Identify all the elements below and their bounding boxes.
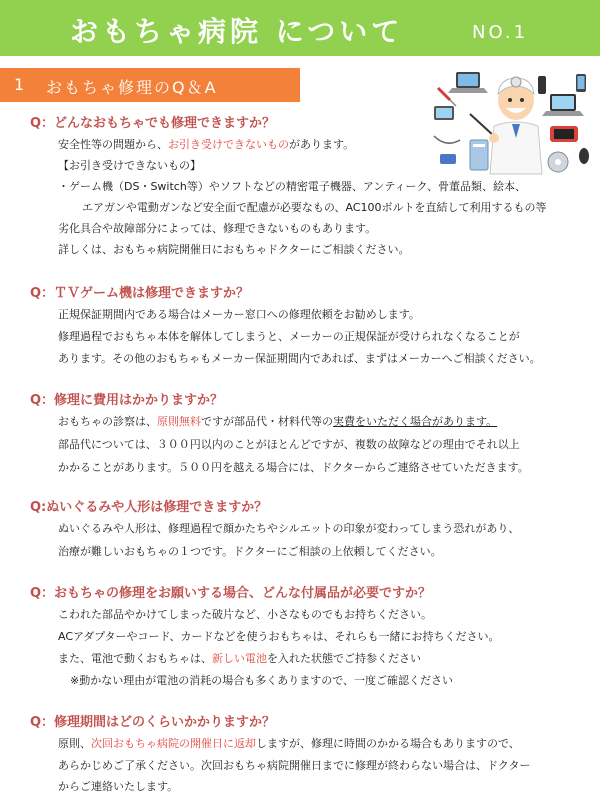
question-5: Q：おもちゃの修理をお願いする場合、どんな付属品が必要ですか？ [30, 586, 432, 601]
section-number: 1 [14, 75, 25, 94]
answer-6-line-3: からご連絡いたします。 [58, 780, 179, 793]
answer-6-line-2: あらかじめご了承ください。次回おもちゃ病院開催日までに修理が終わらない場合は、ドクター [58, 759, 531, 772]
answer-5-line-3: また、電池で動くおもちゃは、新しい電池を入れた状態でご持参ください [58, 652, 421, 665]
question-4: Q:ぬいぐるみや人形は修理できますか？ [30, 500, 268, 515]
section-title: おもちゃ修理のQ＆A [46, 78, 218, 97]
question-2: Q：ＴＶゲーム機は修理できますか？ [30, 286, 250, 301]
question-6: Q：修理期間はどのくらいかかりますか？ [30, 715, 276, 730]
section-header [0, 68, 300, 102]
answer-2-line-1: 正規保証期間内である場合はメーカー窓口への修理依頼をお勧めします。 [58, 308, 420, 321]
page-title: おもちゃ病院 について [70, 15, 404, 48]
answer-1-line-5: 劣化具合や故障部分によっては、修理できないものもあります。 [58, 222, 377, 235]
answer-6-line-1: 原則、次回おもちゃ病院の開催日に返却しますが、修理に時間のかかる場合もありますので、 [58, 737, 520, 750]
answer-1-line-6: 詳しくは、おもちゃ病院開催日におもちゃドクターにご相談ください。 [58, 243, 410, 256]
answer-3-line-3: かかることがあります。５００円を越える場合には、ドクターからご連絡させていただきます。 [58, 461, 529, 474]
answer-5-line-4: ※動かない理由が電池の消耗の場合も多くありますので、一度ご確認ください [70, 674, 453, 687]
answer-2-line-3: あります。その他のおもちゃもメーカー保証期間内であれば、まずはメーカーへご相談ください。 [58, 352, 541, 365]
question-3: Q：修理に費用はかかりますか？ [30, 393, 224, 408]
toy-doctor-illustration [430, 66, 596, 178]
page-header [0, 0, 600, 56]
answer-2-line-2: 修理過程でおもちゃ本体を解体してしまうと、メーカーの正規保証が受けられなくなることが [58, 330, 520, 343]
answer-4-line-1: ぬいぐるみや人形は、修理過程で顔かたちやシルエットの印象が変わってしまう恐れがあり、 [58, 522, 520, 535]
question-1: Q：どんなおもちゃでも修理できますか？ [30, 116, 276, 131]
answer-5-line-1: こわれた部品やかけてしまった破片など、小さなものでもお持ちください。 [58, 608, 432, 621]
answer-3-line-2: 部品代については、３００円以内のことがほとんどですが、複数の故障などの理由でそれ以上 [58, 438, 520, 451]
answer-5-line-2: ACアダプターやコード、カードなどを使うおもちゃは、それらも一緒にお持ちください。 [58, 630, 500, 643]
answer-4-line-2: 治療が難しいおもちゃの１つです。ドクターにご相談の上依頼してください。 [58, 545, 442, 558]
answer-1-line-2: 【お引き受けできないもの】 [58, 159, 201, 172]
answer-1-line-3: ・ゲーム機（DS・Switch等）やソフトなどの精密電子機器、アンティーク、骨董品類、絵本、 [58, 180, 527, 193]
answer-1-line-4: エアガンや電動ガンなど安全面で配慮が必要なもの、AC100ボルトを直結して利用するもの等 [82, 201, 547, 214]
answer-1-line-1: 安全性等の問題から、お引き受けできないものがあります。 [58, 138, 355, 151]
answer-3-line-1: おもちゃの診察は、原則無料ですが部品代・材料代等の実費をいただく場合があります。 [58, 415, 498, 428]
page-number: NO.1 [472, 22, 529, 43]
